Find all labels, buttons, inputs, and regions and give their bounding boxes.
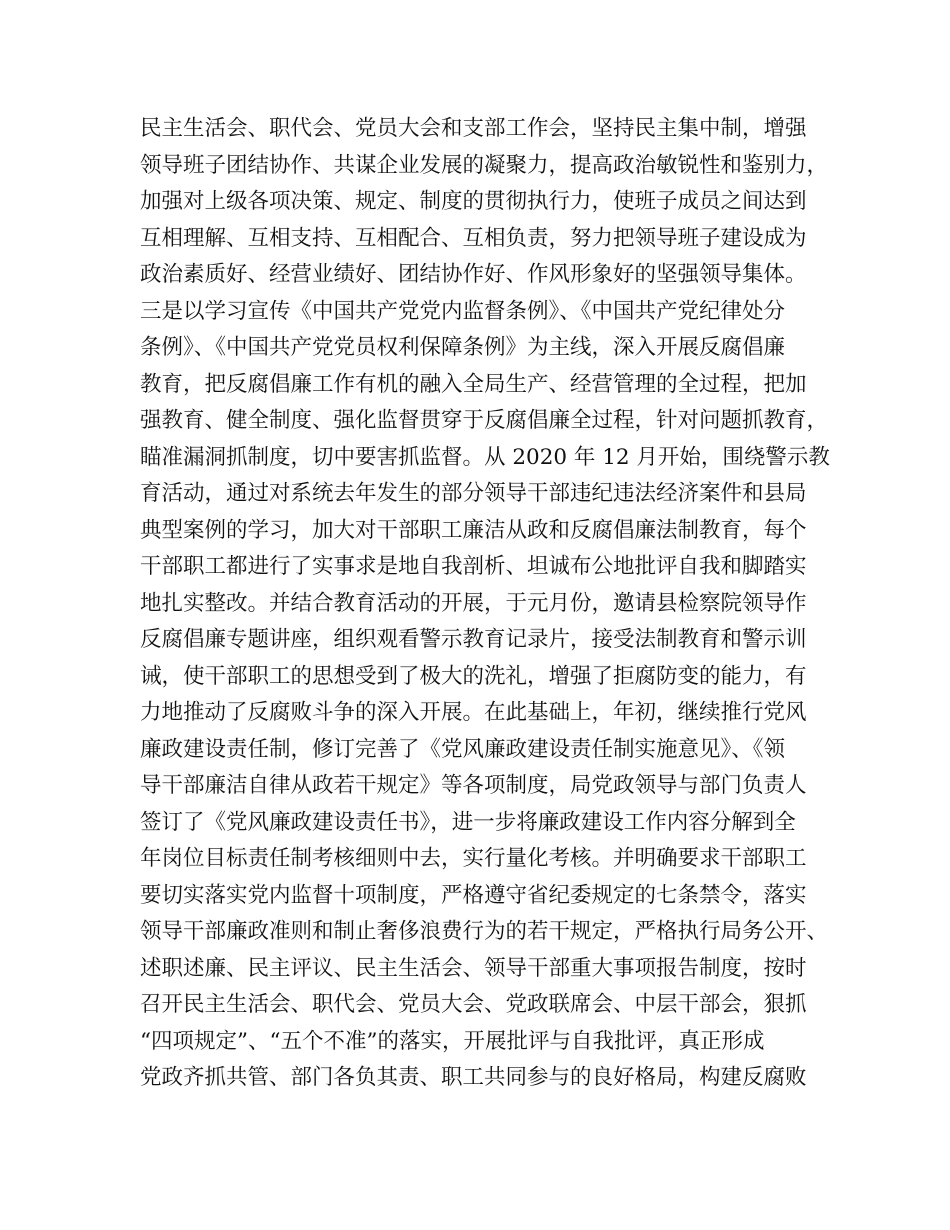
text-line: 政治素质好、经营业绩好、团结协作好、作风形象好的坚强领导集体。 — [140, 262, 807, 287]
text-line: 教育，把反腐倡廉工作有机的融入全局生产、经营管理的全过程，把加 — [140, 371, 807, 397]
text-line: 干部职工都进行了实事求是地自我剖析、坦诚布公地批评自我和脚踏实 — [140, 554, 807, 579]
text-line: 条例》、《中国共产党党员权利保障条例》为主线，深入开展反腐倡廉 — [140, 335, 786, 360]
text-line: 廉政建设责任制，修订完善了《党风廉政建设责任制实施意见》、《领 — [140, 736, 786, 762]
body-text — [140, 111, 830, 1097]
text-line: 签订了《党风廉政建设责任书》，进一步将廉政建设工作内容分解到全 — [140, 809, 796, 835]
text-line: 加强对上级各项决策、规定、制度的贯彻执行力，使班子成员之间达到 — [140, 189, 807, 214]
text-line: 述职述廉、民主评议、民主生活会、领导干部重大事项报告制度，按时 — [140, 955, 807, 981]
text-line: 年岗位目标责任制考核细则中去，实行量化考核。并明确要求干部职工 — [140, 846, 807, 871]
text-line: 党政齐抓共管、部门各负其责、职工共同参与的良好格局，构建反腐败 — [140, 1065, 807, 1090]
text-line: 要切实落实党内监督十项制度，严格遵守省纪委规定的七条禁令，落实 — [140, 882, 807, 908]
text-line: 地扎实整改。并结合教育活动的开展，于元月份，邀请县检察院领导作 — [140, 590, 807, 616]
text-line: 育活动，通过对系统去年发生的部分领导干部违纪违法经济案件和县局 — [140, 481, 807, 506]
text-line: 瞄准漏洞抓制度，切中要害抓监督。从 2020 年 12 月开始，围绕警示教 — [140, 444, 830, 470]
text-line: 领导班子团结协作、共谋企业发展的凝聚力，提高政治敏锐性和鉴别力， — [140, 152, 829, 178]
text-line: 领导干部廉政准则和制止奢侈浪费行为的若干规定，严格执行局务公开、 — [140, 919, 829, 944]
text-line: 民主生活会、职代会、党员大会和支部工作会，坚持民主集中制，增强 — [140, 116, 807, 141]
text-line: 三是以学习宣传《中国共产党党内监督条例》、《中国共产党纪律处分 — [140, 298, 786, 324]
text-line: 力地推动了反腐败斗争的深入开展。在此基础上，年初，继续推行党风 — [140, 700, 807, 725]
text-line: 互相理解、互相支持、互相配合、互相负责，努力把领导班子建设成为 — [140, 225, 807, 251]
text-line: 诫，使干部职工的思想受到了极大的洗礼，增强了拒腐防变的能力，有 — [140, 663, 807, 689]
text-line: 反腐倡廉专题讲座，组织观看警示教育记录片，接受法制教育和警示训 — [140, 627, 807, 652]
text-line: 召开民主生活会、职代会、党员大会、党政联席会、中层干部会，狠抓 — [140, 992, 807, 1017]
text-line: 典型案例的学习，加大对干部职工廉洁从政和反腐倡廉法制教育，每个 — [140, 517, 807, 543]
text-line: 导干部廉洁自律从政若干规定》等各项制度，局党政领导与部门负责人 — [140, 773, 807, 798]
text-line: 强教育、健全制度、强化监督贯穿于反腐倡廉全过程，针对问题抓教育， — [140, 408, 829, 433]
text-line: “四项规定”、“五个不准”的落实，开展批评与自我批评，真正形成 — [140, 1028, 765, 1054]
